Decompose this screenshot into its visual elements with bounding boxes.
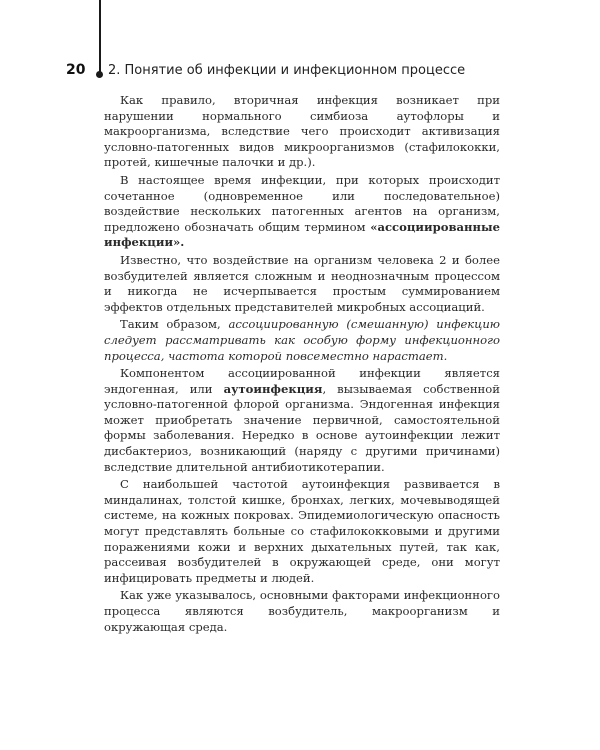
paragraph-5-text-end: , вызываемая собственной условно-патогенной флорой организма. Эндогенная инфекция может приобретать значение первичной, самостоятельной формы заболевания. Нередко в основе аутоинфекции лежит дисбактериоз, возникающий (наряду с другими причинами) вследствие длительной антибиотикотерапии. <box>104 381 500 474</box>
paragraph-5-text-start: Компонентом ассоциированной инфекции является эндогенная, или <box>104 366 500 396</box>
margin-rule <box>99 0 101 73</box>
paragraph-4-text: Таким образом, <box>120 317 229 332</box>
paragraph-2 <box>104 173 500 251</box>
paragraph-7: Как уже указывалось, основными факторами инфекционного процесса являются возбудитель, макроорганизм и окружающая среда. <box>104 588 500 634</box>
paragraph-4-emphasis: ассоциированную (смешанную) инфекцию следует рассматривать как особую форму инфекционного процесса, частота которой повсеместно нарастает. <box>104 317 500 363</box>
paragraph-5 <box>104 366 500 475</box>
term-autoinfection: аутоинфекция <box>223 381 323 396</box>
page-number: 20 <box>66 62 86 78</box>
paragraph-2-text: В настоящее время инфекции, при которых происходит сочетанное (одновременное или последовательное) воздействие нескольких патогенных агентов на организм, предложено обозначать общим термином <box>104 172 500 234</box>
paragraph-6: С наибольшей частотой аутоинфекция развивается в миндалинах, толстой кишке, бронхах, легких, мочевыводящей системе, на кожных покровах. Эпидемиологическую опасность могут представлять больные со стафилококковыми и другими поражениями кожи и верхних дыхательных путей, так как, рассеивая возбудителей в окружающей среде, они могут инфицировать предметы и людей. <box>104 477 500 585</box>
rule-dot <box>96 71 103 78</box>
paragraph-1: Как правило, вторичная инфекция возникает при нарушении нормального симбиоза аутофлоры и макроорганизма, вследствие чего происходит активизация условно-патогенных видов микроорганизмов (стафилококки, протей, кишечные палочки и др.). <box>104 93 500 170</box>
running-title: 2. Понятие об инфекции и инфекционном процессе <box>108 63 466 78</box>
term-associated-infections: «ассоциированные инфекции». <box>104 219 500 250</box>
body-text <box>104 93 500 637</box>
paragraph-4 <box>104 317 500 364</box>
paragraph-3: Известно, что воздействие на организм человека 2 и более возбудителей является сложным и неоднозначным процессом и никогда не исчерпывается простым суммированием эффектов отдельных представителей микробных ассоциаций. <box>104 252 500 314</box>
